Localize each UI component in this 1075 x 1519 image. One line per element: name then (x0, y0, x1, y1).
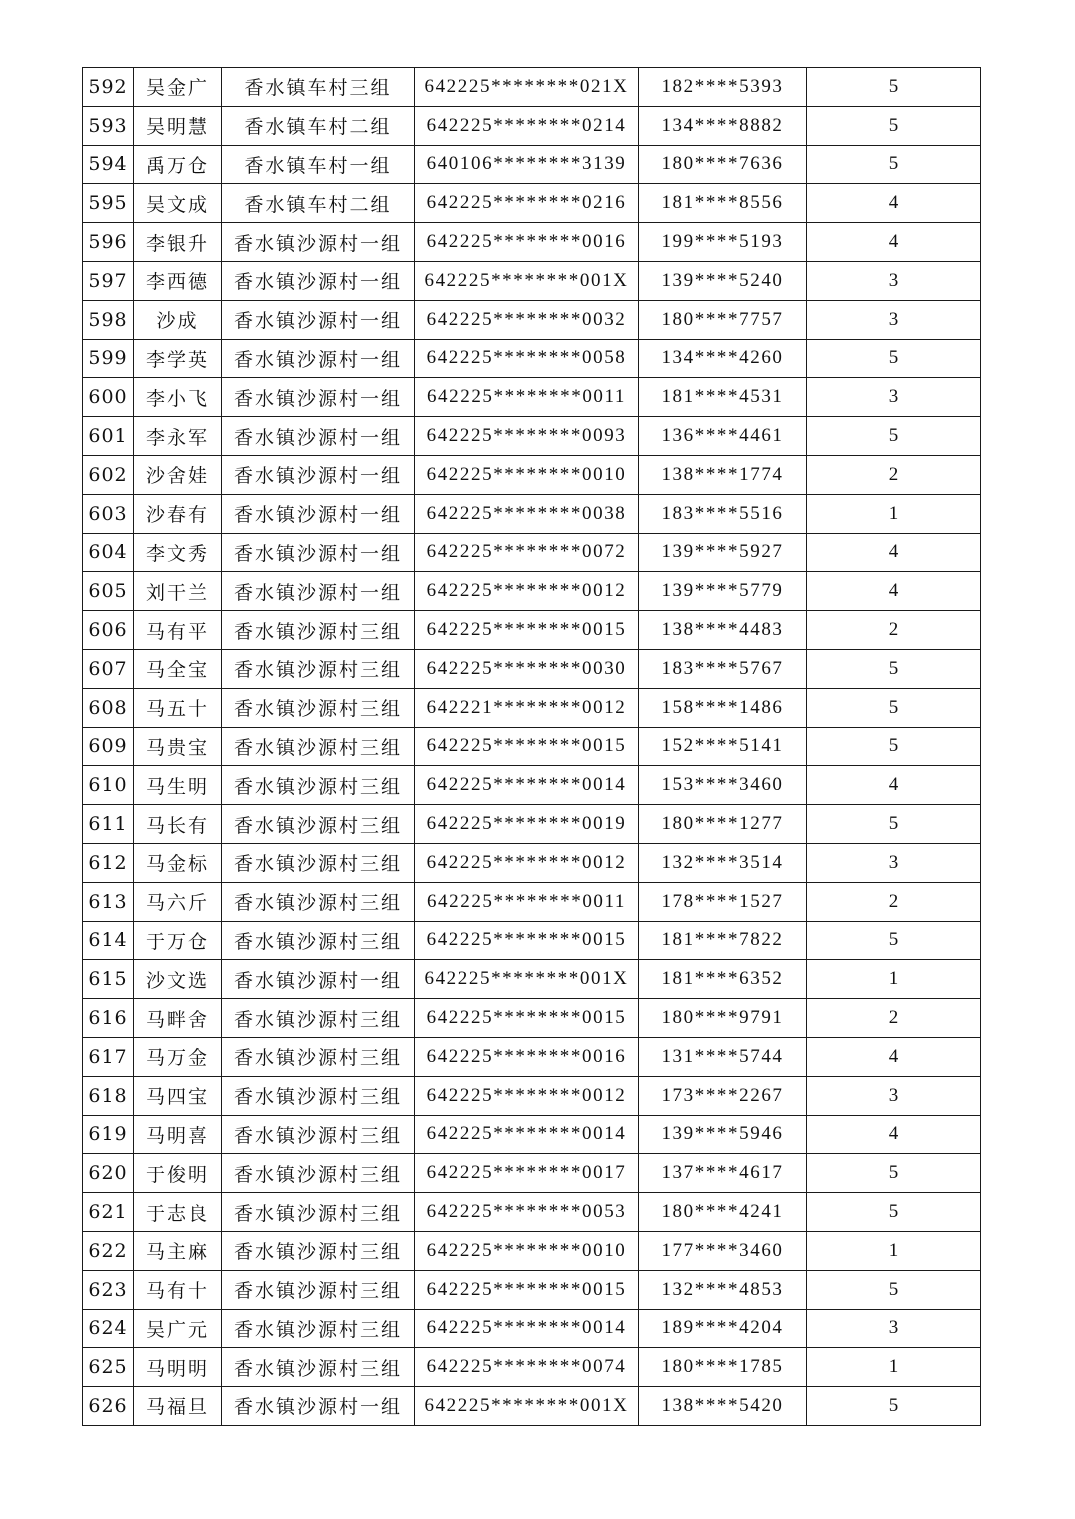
address-cell: 香水镇沙源村一组 (222, 572, 415, 611)
address-cell: 香水镇车村二组 (222, 106, 415, 145)
row-number-cell: 603 (83, 494, 134, 533)
id-number-cell: 642225********0016 (415, 223, 639, 262)
id-number-cell: 642225********0012 (415, 1076, 639, 1115)
address-cell: 香水镇沙源村三组 (222, 921, 415, 960)
table-row (83, 688, 981, 727)
address-cell: 香水镇沙源村一组 (222, 455, 415, 494)
id-number-cell: 640106********3139 (415, 145, 639, 184)
name-cell: 马明喜 (134, 1115, 222, 1154)
row-number-cell: 616 (83, 999, 134, 1038)
phone-cell: 139****5946 (639, 1115, 807, 1154)
table-row (83, 572, 981, 611)
row-number-cell: 595 (83, 184, 134, 223)
table-row (83, 455, 981, 494)
id-number-cell: 642225********0058 (415, 339, 639, 378)
address-cell: 香水镇车村三组 (222, 68, 415, 107)
row-number-cell: 610 (83, 766, 134, 805)
phone-cell: 134****8882 (639, 106, 807, 145)
name-cell: 马全宝 (134, 649, 222, 688)
id-number-cell: 642225********0030 (415, 649, 639, 688)
table-row (83, 339, 981, 378)
household-count-cell: 5 (807, 1270, 981, 1309)
name-cell: 马四宝 (134, 1076, 222, 1115)
household-count-cell: 4 (807, 572, 981, 611)
household-count-cell: 5 (807, 805, 981, 844)
row-number-cell: 614 (83, 921, 134, 960)
id-number-cell: 642225********0032 (415, 300, 639, 339)
address-cell: 香水镇沙源村一组 (222, 1387, 415, 1426)
phone-cell: 139****5779 (639, 572, 807, 611)
row-number-cell: 598 (83, 300, 134, 339)
household-count-cell: 5 (807, 417, 981, 456)
row-number-cell: 615 (83, 960, 134, 999)
name-cell: 沙成 (134, 300, 222, 339)
row-number-cell: 602 (83, 455, 134, 494)
row-number-cell: 625 (83, 1348, 134, 1387)
row-number-cell: 612 (83, 843, 134, 882)
table-row (83, 1231, 981, 1270)
phone-cell: 180****1277 (639, 805, 807, 844)
phone-cell: 134****4260 (639, 339, 807, 378)
name-cell: 马五十 (134, 688, 222, 727)
address-cell: 香水镇沙源村一组 (222, 494, 415, 533)
address-cell: 香水镇沙源村一组 (222, 261, 415, 300)
phone-cell: 181****6352 (639, 960, 807, 999)
household-count-cell: 3 (807, 1076, 981, 1115)
phone-cell: 183****5767 (639, 649, 807, 688)
id-number-cell: 642225********001X (415, 1387, 639, 1426)
household-count-cell: 3 (807, 300, 981, 339)
table-row (83, 223, 981, 262)
row-number-cell: 606 (83, 611, 134, 650)
row-number-cell: 620 (83, 1154, 134, 1193)
row-number-cell: 605 (83, 572, 134, 611)
table-row (83, 300, 981, 339)
row-number-cell: 593 (83, 106, 134, 145)
id-number-cell: 642225********0012 (415, 572, 639, 611)
address-cell: 香水镇沙源村一组 (222, 300, 415, 339)
name-cell: 马有平 (134, 611, 222, 650)
id-number-cell: 642225********0014 (415, 1309, 639, 1348)
phone-cell: 132****3514 (639, 843, 807, 882)
id-number-cell: 642225********0017 (415, 1154, 639, 1193)
id-number-cell: 642225********0010 (415, 1231, 639, 1270)
phone-cell: 180****1785 (639, 1348, 807, 1387)
row-number-cell: 607 (83, 649, 134, 688)
table-row (83, 843, 981, 882)
phone-cell: 180****7757 (639, 300, 807, 339)
household-count-cell: 1 (807, 960, 981, 999)
id-number-cell: 642221********0012 (415, 688, 639, 727)
household-count-cell: 2 (807, 455, 981, 494)
table-row (83, 805, 981, 844)
address-cell: 香水镇车村二组 (222, 184, 415, 223)
address-cell: 香水镇沙源村一组 (222, 960, 415, 999)
name-cell: 马生明 (134, 766, 222, 805)
name-cell: 马金标 (134, 843, 222, 882)
phone-cell: 180****9791 (639, 999, 807, 1038)
id-number-cell: 642225********0012 (415, 843, 639, 882)
table-row (83, 1387, 981, 1426)
table-row (83, 145, 981, 184)
row-number-cell: 608 (83, 688, 134, 727)
household-count-cell: 3 (807, 378, 981, 417)
id-number-cell: 642225********0038 (415, 494, 639, 533)
name-cell: 李西德 (134, 261, 222, 300)
address-cell: 香水镇沙源村三组 (222, 1076, 415, 1115)
household-count-cell: 5 (807, 649, 981, 688)
phone-cell: 199****5193 (639, 223, 807, 262)
id-number-cell: 642225********0011 (415, 882, 639, 921)
id-number-cell: 642225********0014 (415, 1115, 639, 1154)
address-cell: 香水镇沙源村一组 (222, 533, 415, 572)
address-cell: 香水镇沙源村三组 (222, 1115, 415, 1154)
name-cell: 于志良 (134, 1193, 222, 1232)
name-cell: 马福旦 (134, 1387, 222, 1426)
address-cell: 香水镇沙源村三组 (222, 1270, 415, 1309)
table-row (83, 494, 981, 533)
phone-cell: 139****5927 (639, 533, 807, 572)
household-count-cell: 4 (807, 533, 981, 572)
row-number-cell: 618 (83, 1076, 134, 1115)
name-cell: 马明明 (134, 1348, 222, 1387)
household-count-cell: 2 (807, 999, 981, 1038)
household-count-cell: 5 (807, 106, 981, 145)
id-number-cell: 642225********0072 (415, 533, 639, 572)
id-number-cell: 642225********0074 (415, 1348, 639, 1387)
phone-cell: 173****2267 (639, 1076, 807, 1115)
phone-cell: 136****4461 (639, 417, 807, 456)
address-cell: 香水镇沙源村三组 (222, 649, 415, 688)
address-cell: 香水镇沙源村一组 (222, 417, 415, 456)
address-cell: 香水镇沙源村一组 (222, 339, 415, 378)
phone-cell: 132****4853 (639, 1270, 807, 1309)
address-cell: 香水镇沙源村三组 (222, 1348, 415, 1387)
household-count-cell: 3 (807, 843, 981, 882)
table-row (83, 766, 981, 805)
address-cell: 香水镇沙源村三组 (222, 1037, 415, 1076)
id-number-cell: 642225********0216 (415, 184, 639, 223)
household-count-cell: 4 (807, 1115, 981, 1154)
household-count-cell: 1 (807, 1231, 981, 1270)
name-cell: 吴文成 (134, 184, 222, 223)
address-cell: 香水镇车村一组 (222, 145, 415, 184)
id-number-cell: 642225********0093 (415, 417, 639, 456)
row-number-cell: 624 (83, 1309, 134, 1348)
address-cell: 香水镇沙源村三组 (222, 611, 415, 650)
id-number-cell: 642225********0011 (415, 378, 639, 417)
id-number-cell: 642225********0016 (415, 1037, 639, 1076)
row-number-cell: 592 (83, 68, 134, 107)
table-row (83, 106, 981, 145)
id-number-cell: 642225********0015 (415, 1270, 639, 1309)
phone-cell: 189****4204 (639, 1309, 807, 1348)
id-number-cell: 642225********021X (415, 68, 639, 107)
row-number-cell: 623 (83, 1270, 134, 1309)
id-number-cell: 642225********0010 (415, 455, 639, 494)
address-cell: 香水镇沙源村三组 (222, 766, 415, 805)
phone-cell: 183****5516 (639, 494, 807, 533)
name-cell: 马贵宝 (134, 727, 222, 766)
household-count-cell: 5 (807, 921, 981, 960)
address-cell: 香水镇沙源村三组 (222, 727, 415, 766)
id-number-cell: 642225********0053 (415, 1193, 639, 1232)
id-number-cell: 642225********0214 (415, 106, 639, 145)
address-cell: 香水镇沙源村三组 (222, 1193, 415, 1232)
row-number-cell: 600 (83, 378, 134, 417)
table-row (83, 1193, 981, 1232)
name-cell: 李文秀 (134, 533, 222, 572)
address-cell: 香水镇沙源村一组 (222, 378, 415, 417)
name-cell: 吴明慧 (134, 106, 222, 145)
address-cell: 香水镇沙源村三组 (222, 688, 415, 727)
household-count-cell: 3 (807, 261, 981, 300)
phone-cell: 181****8556 (639, 184, 807, 223)
name-cell: 马有十 (134, 1270, 222, 1309)
household-count-cell: 5 (807, 1154, 981, 1193)
household-count-cell: 5 (807, 145, 981, 184)
address-cell: 香水镇沙源村三组 (222, 1309, 415, 1348)
table-row (83, 1348, 981, 1387)
row-number-cell: 626 (83, 1387, 134, 1426)
name-cell: 沙春有 (134, 494, 222, 533)
household-count-cell: 4 (807, 223, 981, 262)
phone-cell: 182****5393 (639, 68, 807, 107)
address-cell: 香水镇沙源村三组 (222, 999, 415, 1038)
table-row (83, 1115, 981, 1154)
name-cell: 马畔舍 (134, 999, 222, 1038)
table-row (83, 1076, 981, 1115)
phone-cell: 138****1774 (639, 455, 807, 494)
household-count-cell: 3 (807, 1309, 981, 1348)
table-row (83, 921, 981, 960)
name-cell: 沙舍娃 (134, 455, 222, 494)
household-count-cell: 5 (807, 688, 981, 727)
table-row (83, 417, 981, 456)
table-row (83, 882, 981, 921)
row-number-cell: 611 (83, 805, 134, 844)
household-count-cell: 5 (807, 339, 981, 378)
id-number-cell: 642225********001X (415, 261, 639, 300)
household-table (82, 67, 981, 1426)
table-row (83, 533, 981, 572)
row-number-cell: 617 (83, 1037, 134, 1076)
phone-cell: 152****5141 (639, 727, 807, 766)
phone-cell: 138****4483 (639, 611, 807, 650)
name-cell: 于俊明 (134, 1154, 222, 1193)
household-count-cell: 4 (807, 766, 981, 805)
table-row (83, 68, 981, 107)
household-count-cell: 4 (807, 184, 981, 223)
table-body (83, 68, 981, 1426)
table-row (83, 184, 981, 223)
name-cell: 马万金 (134, 1037, 222, 1076)
name-cell: 马主麻 (134, 1231, 222, 1270)
phone-cell: 137****4617 (639, 1154, 807, 1193)
row-number-cell: 622 (83, 1231, 134, 1270)
name-cell: 吴广元 (134, 1309, 222, 1348)
table-row (83, 378, 981, 417)
id-number-cell: 642225********0015 (415, 727, 639, 766)
phone-cell: 131****5744 (639, 1037, 807, 1076)
row-number-cell: 604 (83, 533, 134, 572)
table-row (83, 1037, 981, 1076)
table-row (83, 1270, 981, 1309)
phone-cell: 181****4531 (639, 378, 807, 417)
row-number-cell: 613 (83, 882, 134, 921)
household-count-cell: 1 (807, 1348, 981, 1387)
address-cell: 香水镇沙源村三组 (222, 882, 415, 921)
name-cell: 禹万仓 (134, 145, 222, 184)
name-cell: 吴金广 (134, 68, 222, 107)
row-number-cell: 599 (83, 339, 134, 378)
phone-cell: 178****1527 (639, 882, 807, 921)
address-cell: 香水镇沙源村一组 (222, 223, 415, 262)
name-cell: 沙文选 (134, 960, 222, 999)
address-cell: 香水镇沙源村三组 (222, 805, 415, 844)
row-number-cell: 594 (83, 145, 134, 184)
phone-cell: 158****1486 (639, 688, 807, 727)
address-cell: 香水镇沙源村三组 (222, 1231, 415, 1270)
id-number-cell: 642225********0015 (415, 999, 639, 1038)
phone-cell: 177****3460 (639, 1231, 807, 1270)
name-cell: 李永军 (134, 417, 222, 456)
name-cell: 马六斤 (134, 882, 222, 921)
row-number-cell: 619 (83, 1115, 134, 1154)
table-row (83, 611, 981, 650)
table-row (83, 649, 981, 688)
row-number-cell: 597 (83, 261, 134, 300)
phone-cell: 180****7636 (639, 145, 807, 184)
id-number-cell: 642225********0019 (415, 805, 639, 844)
household-count-cell: 5 (807, 1193, 981, 1232)
household-count-cell: 4 (807, 1037, 981, 1076)
phone-cell: 139****5240 (639, 261, 807, 300)
table-row (83, 727, 981, 766)
household-count-cell: 2 (807, 882, 981, 921)
id-number-cell: 642225********0015 (415, 611, 639, 650)
row-number-cell: 621 (83, 1193, 134, 1232)
phone-cell: 181****7822 (639, 921, 807, 960)
table-row (83, 1154, 981, 1193)
address-cell: 香水镇沙源村三组 (222, 843, 415, 882)
id-number-cell: 642225********0014 (415, 766, 639, 805)
table-row (83, 960, 981, 999)
id-number-cell: 642225********0015 (415, 921, 639, 960)
phone-cell: 138****5420 (639, 1387, 807, 1426)
name-cell: 李银升 (134, 223, 222, 262)
table-row (83, 999, 981, 1038)
phone-cell: 153****3460 (639, 766, 807, 805)
name-cell: 李小飞 (134, 378, 222, 417)
address-cell: 香水镇沙源村三组 (222, 1154, 415, 1193)
phone-cell: 180****4241 (639, 1193, 807, 1232)
table-row (83, 1309, 981, 1348)
name-cell: 于万仓 (134, 921, 222, 960)
id-number-cell: 642225********001X (415, 960, 639, 999)
row-number-cell: 601 (83, 417, 134, 456)
name-cell: 马长有 (134, 805, 222, 844)
household-count-cell: 5 (807, 68, 981, 107)
household-count-cell: 5 (807, 727, 981, 766)
name-cell: 李学英 (134, 339, 222, 378)
household-count-cell: 1 (807, 494, 981, 533)
row-number-cell: 609 (83, 727, 134, 766)
row-number-cell: 596 (83, 223, 134, 262)
household-count-cell: 2 (807, 611, 981, 650)
household-count-cell: 5 (807, 1387, 981, 1426)
name-cell: 刘干兰 (134, 572, 222, 611)
table-row (83, 261, 981, 300)
